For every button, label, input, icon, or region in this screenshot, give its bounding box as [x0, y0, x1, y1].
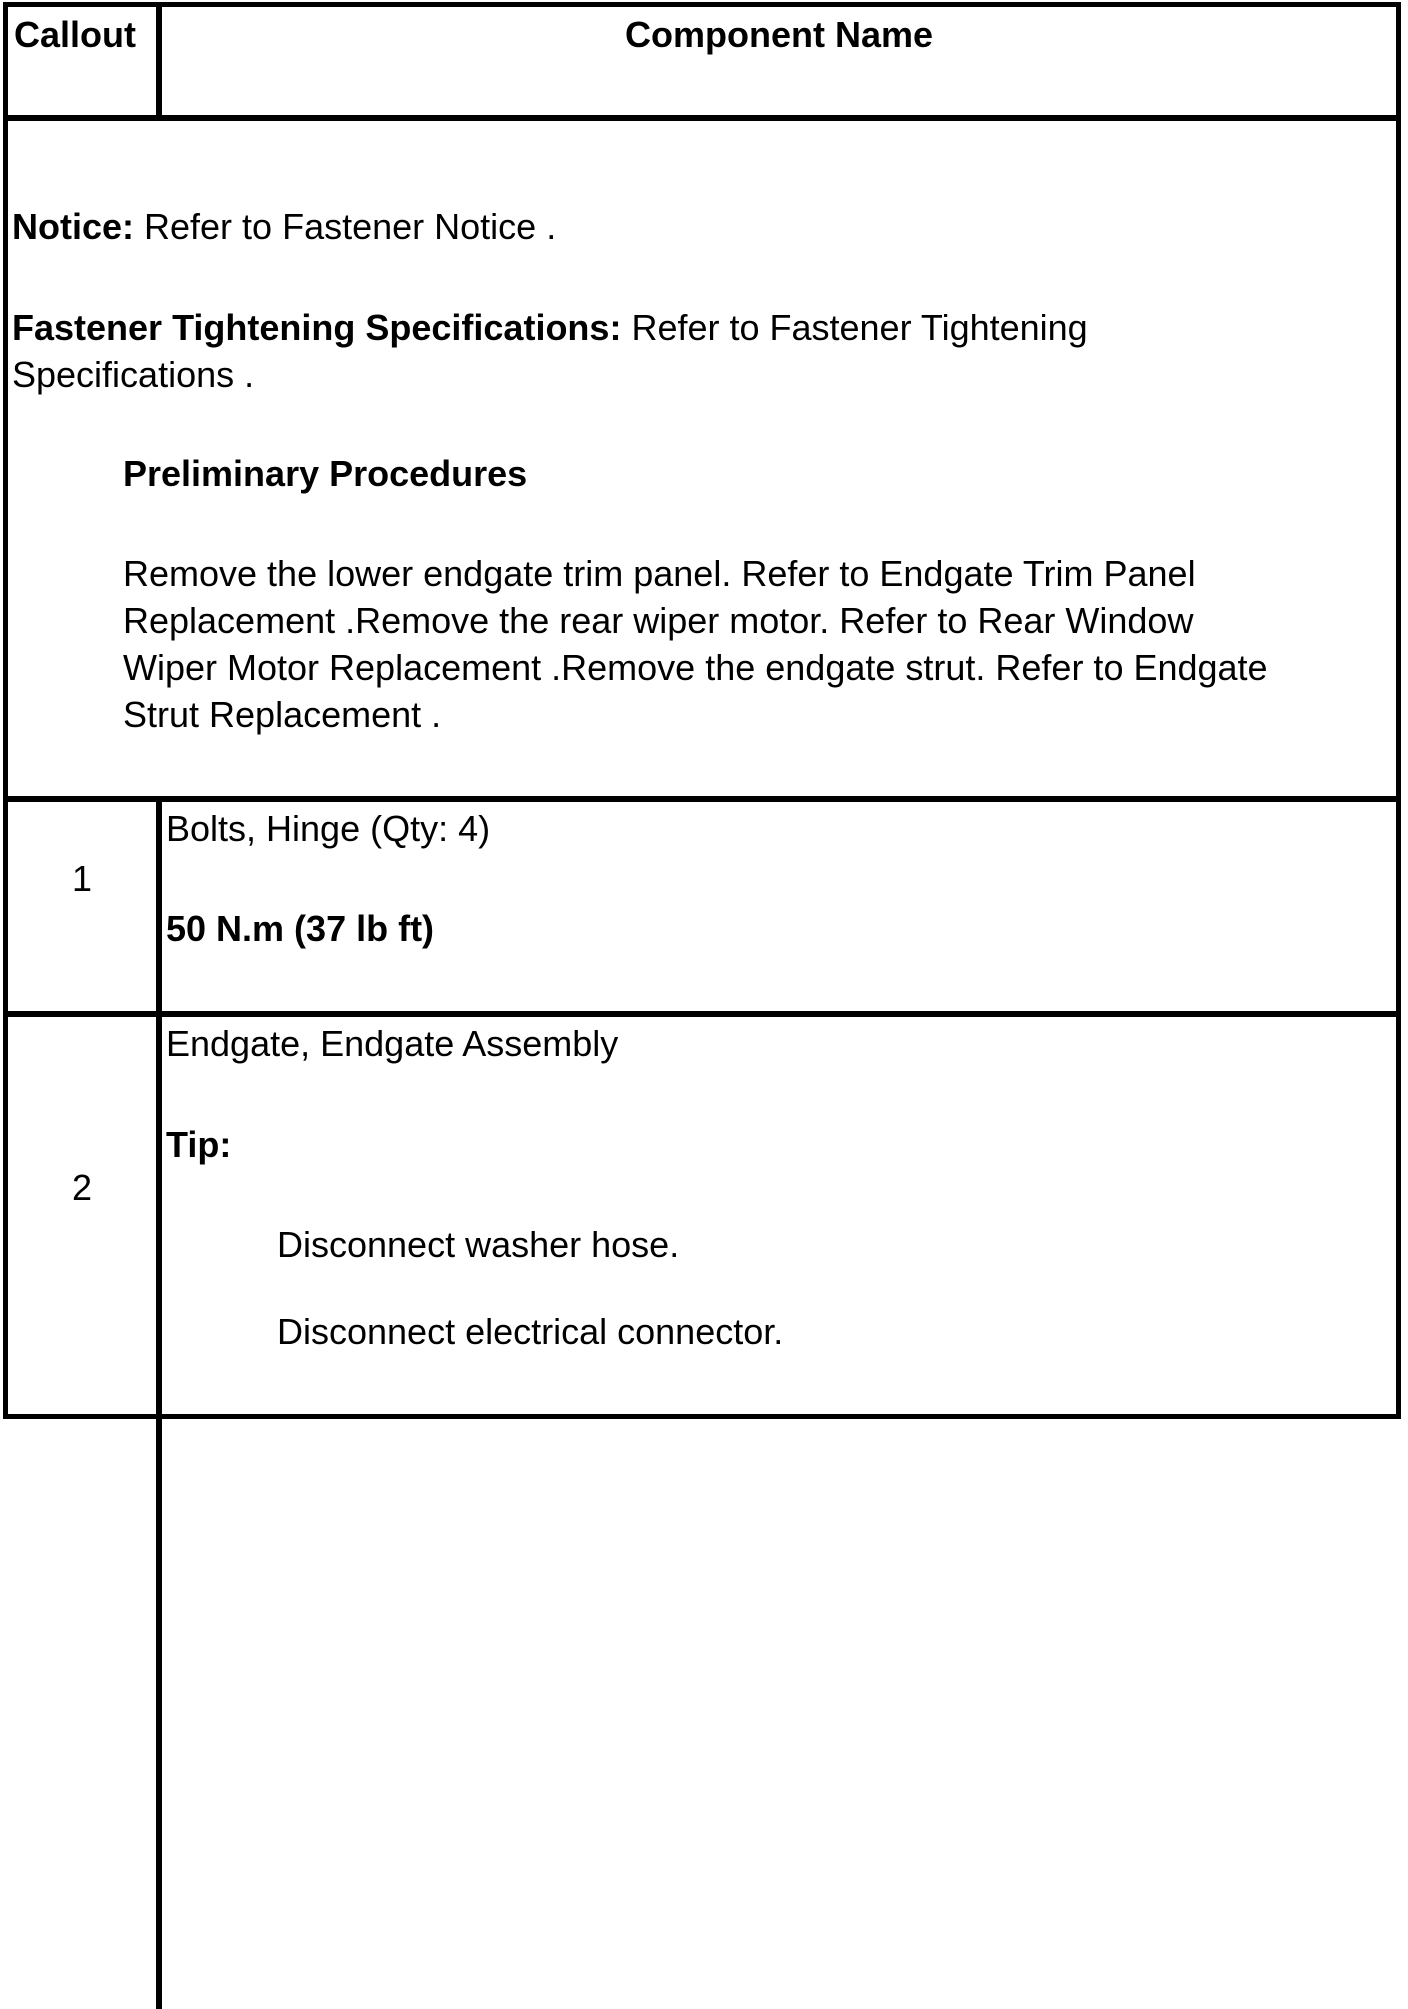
- row-divider: [8, 1011, 1396, 1017]
- callout-number: 2: [71, 1167, 93, 1208]
- prelim-line: Strut Replacement .: [123, 694, 442, 735]
- torque-spec: 50 N.m (37 lb ft): [166, 908, 435, 949]
- tip-item: Disconnect electrical connector.: [277, 1311, 784, 1352]
- component-name: Endgate, Endgate Assembly: [166, 1023, 619, 1064]
- callout-column-divider: [156, 802, 162, 2009]
- notice-label: Notice:: [12, 206, 135, 247]
- header-column-divider: [156, 7, 162, 115]
- callout-number: 1: [71, 858, 93, 899]
- header-row-divider: [8, 115, 1396, 121]
- notice-text: Refer to Fastener Notice .: [134, 206, 557, 247]
- prelim-line: Replacement .Remove the rear wiper motor. Refer to Rear Window: [123, 600, 1194, 641]
- prelim-line: Remove the lower endgate trim panel. Refer to Endgate Trim Panel: [123, 553, 1196, 594]
- notice-line: [12, 203, 556, 250]
- tip-label: Tip:: [166, 1124, 232, 1165]
- component-name: Bolts, Hinge (Qty: 4): [166, 808, 491, 849]
- spec-line-2: Specifications .: [12, 354, 255, 395]
- spec-line-1: [12, 304, 1088, 351]
- header-component-name: Component Name: [624, 14, 934, 55]
- tip-item: Disconnect washer hose.: [277, 1224, 680, 1265]
- prelim-heading: Preliminary Procedures: [123, 453, 528, 494]
- prelim-line: Wiper Motor Replacement .Remove the endgate strut. Refer to Endgate: [123, 647, 1268, 688]
- procedure-table: [3, 2, 1401, 1419]
- header-callout: Callout: [14, 14, 136, 55]
- intro-row-divider: [8, 796, 1396, 802]
- spec-label: Fastener Tightening Specifications:: [12, 307, 622, 348]
- spec-text-line1: Refer to Fastener Tightening: [621, 307, 1088, 348]
